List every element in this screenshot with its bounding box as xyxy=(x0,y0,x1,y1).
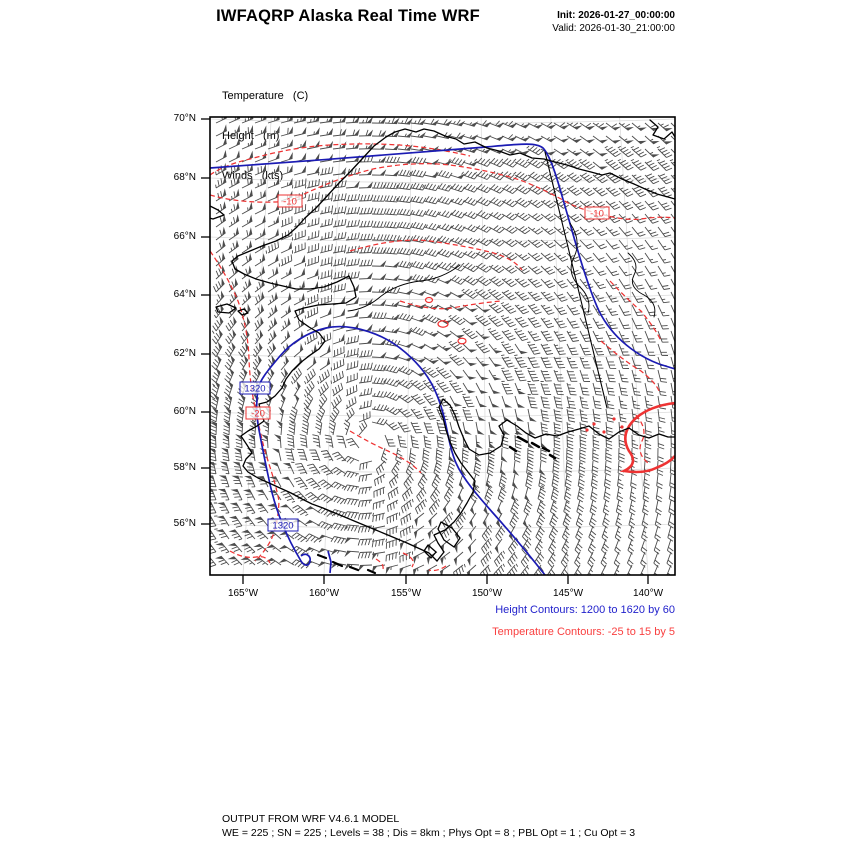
run-times xyxy=(552,9,675,35)
lon-tick-label: 165°W xyxy=(227,588,259,599)
temp-contour-closed xyxy=(426,298,433,303)
lat-tick-label: 58°N xyxy=(173,462,196,473)
lon-tick-label: 150°W xyxy=(471,588,503,599)
model-footer xyxy=(222,812,635,840)
height-label: 1320 xyxy=(244,383,266,395)
height-contour xyxy=(210,144,675,369)
graticule xyxy=(210,117,675,575)
lon-tick-label: 155°W xyxy=(390,588,422,599)
legend-temperature: Temperature (C) xyxy=(222,89,309,102)
valid-time: Valid: 2026-01-30_21:00:00 xyxy=(552,23,675,34)
legend-winds: Winds (kts) xyxy=(222,170,284,183)
wrf-map xyxy=(198,115,680,593)
temp-speckles xyxy=(585,417,623,433)
lat-tick-label: 62°N xyxy=(173,348,196,359)
temp-contour-note: Temperature Contours: -25 to 15 by 5 xyxy=(492,626,675,638)
temp-label: -10 xyxy=(590,208,604,220)
islands-peninsula xyxy=(318,555,375,573)
lon-tick-label: 140°W xyxy=(632,588,664,599)
lat-tick-label: 70°N xyxy=(173,113,196,124)
lat-tick-label: 56°N xyxy=(173,518,196,529)
temp-label: -20 xyxy=(251,408,265,420)
footer-line2: WE = 225 ; SN = 225 ; Levels = 38 ; Dis = 8km ; Phys Opt = 8 ; PBL Opt = 1 ; Cu Opt = 3 xyxy=(222,827,636,839)
coast-north xyxy=(305,129,675,218)
legend-height: Height (m) xyxy=(222,130,280,143)
lon-tick-label: 145°W xyxy=(552,588,584,599)
lat-tick-label: 60°N xyxy=(173,406,196,417)
map-frame xyxy=(210,117,675,575)
temp-label: -10 xyxy=(283,196,297,208)
lat-tick-label: 66°N xyxy=(173,231,196,242)
init-time: Init: 2026-01-27_00:00:00 xyxy=(557,10,675,21)
coast-russia xyxy=(198,201,224,219)
lat-tick-label: 64°N xyxy=(173,289,196,300)
page-title: IWFAQRP Alaska Real Time WRF xyxy=(216,7,480,25)
temp-contour-closed xyxy=(458,338,466,344)
lat-tick-label: 68°N xyxy=(173,172,196,183)
height-contour xyxy=(328,551,331,573)
height-contour-note: Height Contours: 1200 to 1620 by 60 xyxy=(495,604,675,616)
footer-line1: OUTPUT FROM WRF V4.6.1 MODEL xyxy=(222,813,400,825)
height-label: 1320 xyxy=(272,520,294,532)
lon-tick-label: 160°W xyxy=(308,588,340,599)
